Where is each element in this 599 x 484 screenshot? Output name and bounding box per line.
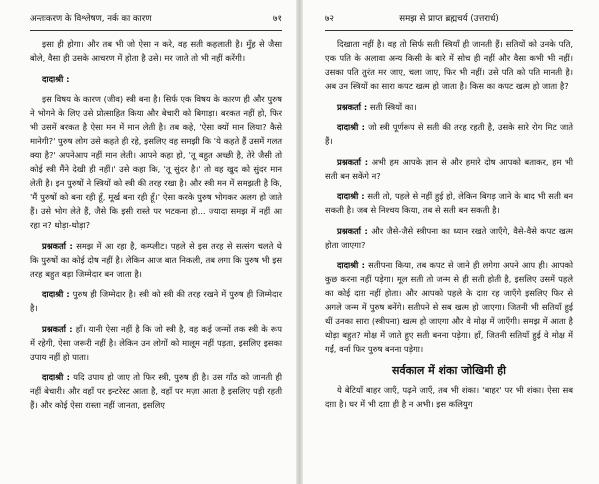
paragraph-text: दिखाता नहीं है। वह तो सिर्फ सती स्त्रियाँ ही जानती हैं। सतियों को उनके पति, एक पति के अलावा अन्य किसी के बारे में सोच ही नहीं और वैसा कभी भी नहीं। उसका पति तुरंत मर जाए, चला जाए, फिर भी नहीं। उसे पति को पति मानती है। अब उन स्त्रियों का सारा कपट खत्म हो जाता है। किस का कपट खत्म हो जाता है? (325, 39, 573, 91)
speaker-label: प्रश्नकर्ता : (42, 323, 73, 334)
right-page-body (325, 37, 573, 356)
right-running-header (325, 12, 573, 28)
paragraph-text: यदि उपाय हो जाए तो फिर स्त्री, पुरुष ही है। उस गाँठ को जानती ही नहीं बेचारी। और वहाँ पर इन्टरेस्ट आता है, वहाँ पर मज़ा आता है इसलिए पड़ी रहती हैं। और कोई ऐसा रास्ता नहीं जानता, इसलिए (30, 372, 282, 410)
paragraph (30, 287, 282, 315)
paragraph-text: सती स्त्रियों का। (369, 101, 417, 112)
left-page-body (30, 37, 282, 412)
paragraph-text: अभी हम आपके ज्ञान से और हमारे दोष आपको बताकर, हम भी सती बन सकेंगे न? (325, 156, 574, 181)
section-heading: सर्वकाल में शंका जोखिमी ही (392, 364, 506, 377)
paragraph-text: जो स्त्री पूर्णरूप से सती की तरह रहती है, उसके सारे रोग मिट जाते हैं। (325, 122, 573, 146)
speaker-label: प्रश्नकर्ता : (337, 225, 368, 236)
right-page (303, 0, 599, 484)
paragraph (325, 224, 573, 252)
left-page-number: ७१ (273, 14, 282, 24)
speaker-label: प्रश्नकर्ता : (337, 101, 368, 112)
left-page (0, 0, 296, 484)
paragraph (325, 258, 573, 356)
paragraph-text: इस विषय के कारण (जीव) स्त्री बना है। सिर्फ एक विषय के कारण ही और पुरुष ने भोगने के लिए उसे प्रोत्साहित किया और बेचारी को बिगाड़ा। बरकत नहीं हो, फिर भी उसमें बरकत है ऐसा मन में मान लेती है। तब कहे, 'ऐसा क्यों मान लिया? कैसे मानेगी?' पुरुष लोग उसे कहते ही रहे, इसलिए वह समझी कि 'ये कहते हैं उसमें गलत क्या है?' अपनेआप नहीं मान लेती। आपने कहा हो, 'तू बहुत अच्छी है, तेरे जैसी तो कोई स्त्री मैंने देखी ही नहीं।' उसे कहा कि, 'तू सुंदर है।' तो वह खुद को सुंदर मान लेती है। इन पुरुषों ने स्त्रियों को स्त्री की तरह रखा है। और स्त्री मन में समझती है कि, 'मैं पुरुषों को बना रही हूँ, मूर्ख बना रही हूँ।' ऐसा करके पुरुष भोगकर अलग हो जाते हैं। उसे भोग लेते हैं, जैसे कि इसी रास्ते पर भटकना हो... ज्यादा समझ में नहीं आ रहा न? थोड़ा-थोड़ा? (30, 94, 282, 230)
speaker-label: दादाश्री : (42, 73, 70, 84)
speaker-label: दादाश्री : (337, 260, 365, 270)
speaker-label: दादाश्री : (42, 289, 70, 299)
paragraph (325, 100, 573, 114)
paragraph-text: पुरुष ही जिम्मेदार है। स्त्री को स्त्री की तरह रखने में पुरुष ही जिम्मेदार है। (30, 289, 282, 313)
left-header-rule (30, 30, 282, 31)
right-header-rule (325, 30, 573, 31)
paragraph (325, 155, 573, 183)
paragraph (325, 37, 573, 93)
paragraph (325, 120, 573, 148)
right-header-title: समझ से प्राप्त ब्रह्मचर्य (उत्तरार्ध) (399, 14, 499, 24)
paragraph (30, 239, 282, 281)
speaker-label: दादाश्री : (337, 122, 365, 132)
left-header-title: अन्तःकरण के विश्लेषण, नर्क का कारण (30, 14, 152, 24)
left-running-header (30, 12, 282, 28)
paragraph (30, 72, 282, 86)
speaker-label: प्रश्नकर्ता : (337, 156, 369, 167)
paragraph-text: और जैसे-जैसे स्त्रीपना का ध्यान रखते जाएँगे, वैसे-वैसे कपट खत्म होता जाएगा? (325, 225, 574, 250)
paragraph (325, 189, 573, 217)
paragraph-text: हाँ। यानी ऐसा नहीं है कि जो स्त्री है, वह कई जन्मों तक स्त्री के रूप में रहेगी, ऐसा जरूरी नहीं है। लेकिन उन लोगों को मालूम नहीं पड़ता, इसलिए इसका उपाय नहीं हो पाता। (30, 323, 283, 362)
right-page-after-heading (325, 383, 573, 411)
paragraph-text: ये बेटियाँ बाहर जाएँ, पढ़ने जाएँ, तब भी शंका। 'बाहर' पर भी शंका। ऐसा सब दग़ा है। घर में भी दग़ा ही है न अभी। इस कलियुग (325, 385, 573, 409)
paragraph-text: समझ में आ रहा है, कम्प्लीट। पहले से इस तरह से सत्संग चलते थे कि पुरुषों का कोई दोष नहीं है। लेकिन आज बात निकली, तब लगा कि पुरुष भी इस तरह बहुत बड़ा जिम्मेदार बन जाता है। (30, 240, 282, 279)
paragraph (30, 322, 282, 364)
right-page-number: ७२ (325, 14, 334, 24)
paragraph-text: इसा ही होगा। और तब भी जो ऐसा न करे, वह सती कहलाती है। मुँह से जैसा बोले, वैसा ही उसके आचरण में होता है उसे। मर जाते तो भी नहीं करेंगी। (30, 39, 282, 63)
paragraph (325, 383, 573, 411)
speaker-label: दादाश्री : (42, 372, 70, 382)
paragraph (30, 92, 282, 232)
paragraph (30, 37, 282, 65)
speaker-label: प्रश्नकर्ता : (42, 240, 73, 251)
paragraph-text: सतीपना किया, तब कपट से जाने ही लगेगा अपने आप ही। आपको कुछ करना नहीं पड़ेगा। मूल सती तो जन्म से ही सती होती है, इसलिए उसमें पहले का कोई दाग़ नहीं होता। और आपको पहले के दाग़ रह जाएँगे इसलिए फिर से अगले जन्म में पुरुष बनेंगे। सतीपने से सब खत्म हो जाएगा। जितनी भी सतियाँ हुई थीं उनका सारा (स्त्रीपना) खत्म हो जाएगा और वे मोक्ष में जाएँगी। समझ में आता है थोड़ा बहुत? मोक्ष में जाते हुए सती बनना पड़ेगा। हाँ, जितनी सतियाँ हुई वे मोक्ष में गईं, वर्ना फिर पुरुष बनना पड़ेगा। (325, 260, 574, 354)
paragraph-text: सती तो, पहले से नहीं हुई हो, लेकिन बिगड़ जाने के बाद भी सती बन सकती है। जब से निश्चय किया, तब से सती बन सकती है। (325, 191, 574, 215)
speaker-label: दादाश्री : (337, 191, 365, 201)
paragraph (30, 370, 282, 412)
page-gutter (296, 0, 303, 484)
